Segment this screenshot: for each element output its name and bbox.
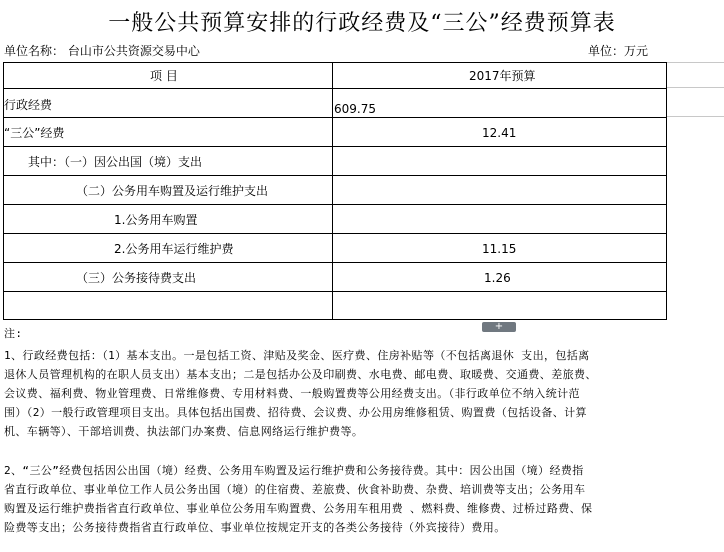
row-label: （二）公务用车购置及运行维护支出 [76,184,269,198]
expand-button[interactable]: + [482,322,516,332]
gridline [667,62,724,63]
row-value: 11.15 [482,242,517,256]
gridline [667,87,724,88]
table-row [4,175,666,205]
note-line: 退休人员管理机构的在职人员支出）基本支出；二是包括办公及印刷费、水电费、邮电费、取暖费、交通费、差旅费、 [4,368,597,381]
page-title: 一般公共预算安排的行政经费及“三公”经费预算表 [108,11,616,36]
note-line: 会议费、福利费、物业管理费、日常维修费、专用材料费、一般购置费等公用经费支出。（非行政单位不纳入统计范 [4,387,580,400]
notes-heading: 注: [4,327,23,340]
table-row [4,291,666,320]
unit-of-measure-label: 单位：万元 [588,44,649,58]
row-value: 12.41 [482,126,517,140]
note-line: 1、行政经费包括：（1）基本支出。一是包括工资、津贴及奖金、医疗费、住房补贴等（不包括离退休 支出，包括离 [4,349,590,362]
budget-table [3,62,667,320]
row-label: 行政经费 [4,98,53,112]
row-label: 2.公务用车运行维护费 [114,242,234,256]
notes-paragraph-2 [4,461,720,537]
table-row [4,88,666,118]
note-line: 险费等支出；公务接待费指省直行政单位、事业单位按规定开支的各类公务接待（外宾接待）费用。 [4,521,506,534]
row-label: “三公”经费 [4,126,65,140]
note-line: 省直行政单位、事业单位工作人员公务出国（境）的住宿费、差旅费、伙食补助费、杂费、培训费等支出；公务用车 [4,483,586,496]
table-row [4,117,666,147]
header-item: 项 目 [150,69,178,83]
row-label: 其中：（一）因公出国（境）支出 [28,155,203,169]
row-label: 1.公务用车购置 [114,213,198,227]
table-row [4,146,666,176]
gridline [667,116,724,117]
row-label: （三）公务接待费支出 [76,271,197,285]
note-line: 2、“三公”经费包括因公出国（境）经费、公务用车购置及运行维护费和公务接待费。其中：因公出国（境）经费指 [4,464,584,477]
table-row [4,233,666,263]
row-value: 609.75 [334,102,376,116]
notes-paragraph-1 [4,346,720,441]
table-row [4,262,666,292]
row-value: 1.26 [484,271,511,285]
table-header-row [4,63,666,88]
header-value: 2017年预算 [469,69,536,83]
note-line: 围）（2）一般行政管理项目支出。具体包括出国费、招待费、会议费、办公用房维修租赁、购置费（包括设备、计算 [4,406,587,419]
unit-name-label: 单位名称： 台山市公共资源交易中心 [4,44,200,58]
note-line: 机、车辆等）、干部培训费、执法部门办案费、信息网络运行维护费等。 [4,425,364,438]
note-line: 购置及运行维护费指省直行政单位、事业单位公务用车购置费、公务用车租用费 、燃料费、维修费、过桥过路费、保 [4,502,593,515]
table-row [4,204,666,234]
